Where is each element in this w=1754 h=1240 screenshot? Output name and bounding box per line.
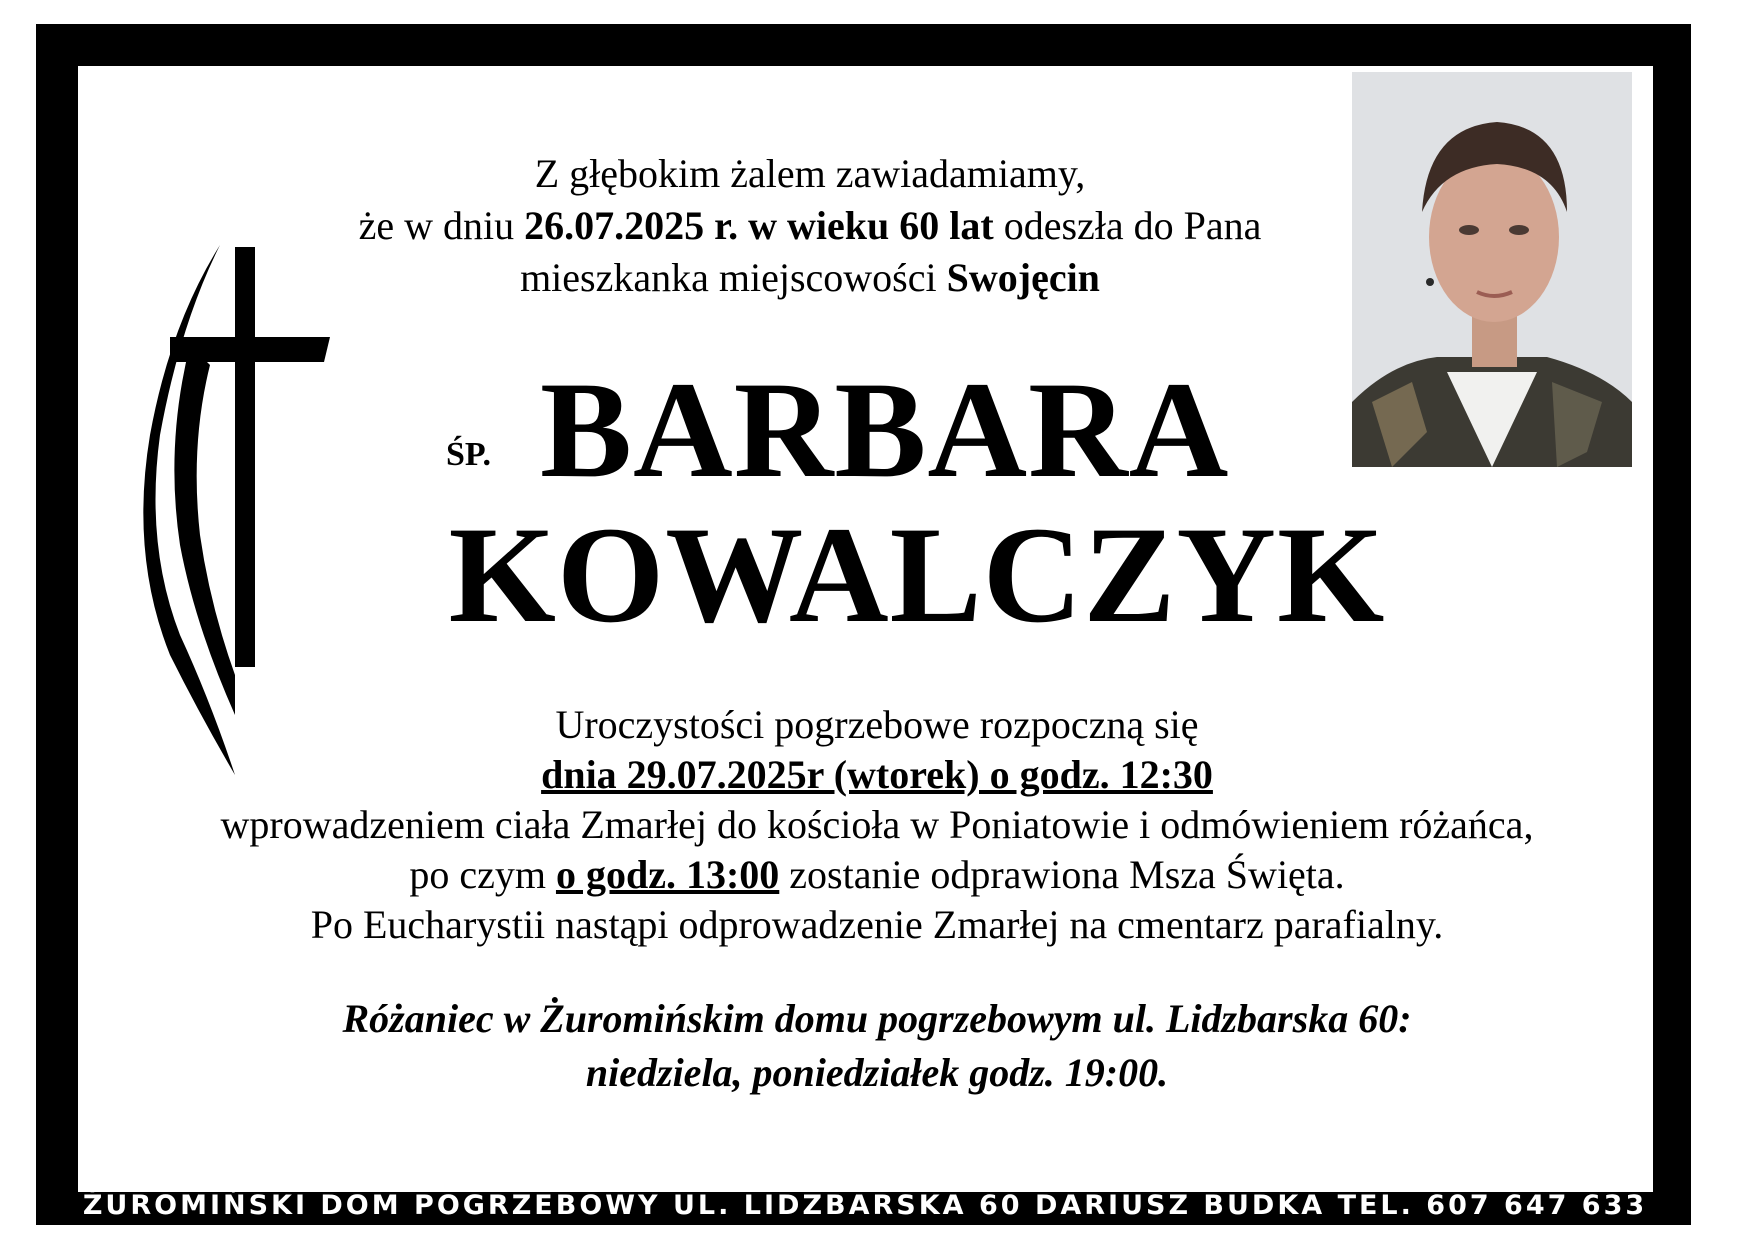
name-prefix: ŚP. [446, 436, 492, 473]
ceremony-paragraph [0, 700, 1754, 950]
ceremony-line-4-text: po czym [409, 852, 556, 897]
deceased-last-name-row [0, 498, 1754, 651]
portrait-photo [1352, 72, 1632, 467]
intro-line-2-end: odeszła do Pana [993, 203, 1262, 248]
deceased-first-name: BARBARA [540, 353, 1230, 506]
death-date-age: 26.07.2025 r. w wieku 60 lat [524, 203, 994, 248]
intro-line-1: Z głębokim żalem zawiadamiamy, [534, 151, 1086, 196]
ceremony-date: dnia 29.07.2025r (wtorek) o godz. 12:30 [541, 752, 1213, 797]
intro-line-2-text: że w dniu [358, 203, 525, 248]
residence-place: Swojęcin [946, 255, 1100, 300]
ceremony-line-5: Po Eucharystii nastąpi odprowadzenie Zmarłej na cmentarz parafialny. [310, 902, 1444, 947]
rosary-line-1: Różaniec w Żuromińskim domu pogrzebowym ul. Lidzbarska 60: [342, 996, 1412, 1041]
ceremony-line-4 [0, 850, 1754, 900]
ceremony-line-3: wprowadzeniem ciała Zmarłej do kościoła w Poniatowie i odmówieniem różańca, [220, 802, 1534, 847]
intro-line-2 [260, 200, 1360, 252]
funeral-home-footer: ŻUROMIŃSKI DOM POGRZEBOWY UL. LIDZBARSKA 60 DARIUSZ BUDKA TEL. 607 647 633 [82, 1190, 1648, 1221]
intro-line-3 [260, 252, 1360, 304]
intro-line-3-text: mieszkanka miejscowości [520, 255, 947, 300]
ceremony-line-4-end: zostanie odprawiona Msza Święta. [779, 852, 1345, 897]
ceremony-date-line [0, 750, 1754, 800]
rosary-line-2: niedziela, poniedziałek godz. 19:00. [585, 1050, 1169, 1095]
intro-paragraph [260, 148, 1360, 304]
rosary-paragraph [0, 992, 1754, 1100]
ceremony-line-1: Uroczystości pogrzebowe rozpoczną się [555, 702, 1199, 747]
deceased-last-name: KOWALCZYK [448, 498, 1386, 651]
mass-time: o godz. 13:00 [555, 852, 780, 897]
